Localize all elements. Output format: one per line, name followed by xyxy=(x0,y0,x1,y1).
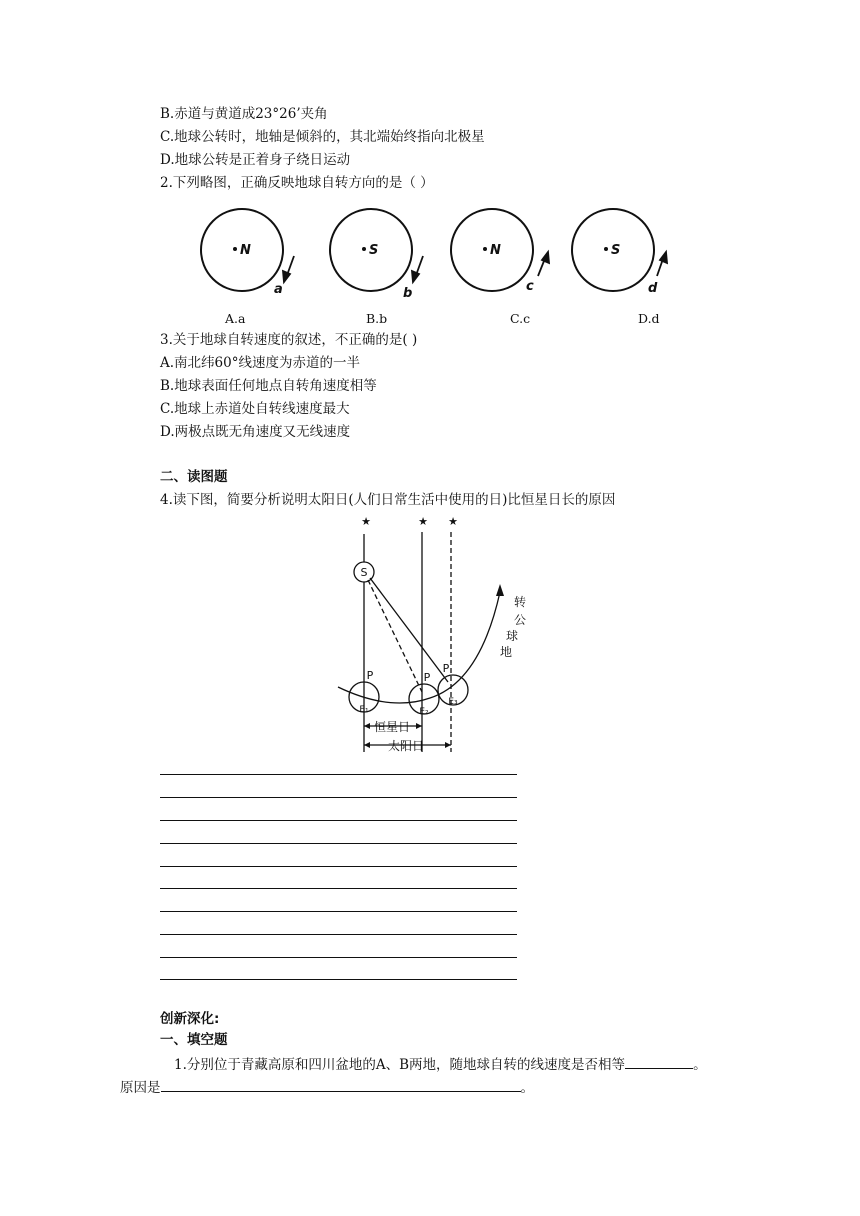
orbit-arrow-icon xyxy=(496,584,504,596)
e2-label: E₂ xyxy=(419,707,429,717)
q2-option-a: A.a xyxy=(225,311,246,326)
sun-label: S xyxy=(360,566,368,579)
q1-option-b: B.赤道与黄道成23°26’夹角 xyxy=(160,106,328,122)
fill-q1-text: 1.分别位于青藏高原和四川盆地的A、B两地，随地球自转的线速度是否相等 xyxy=(174,1057,626,1073)
q4-stem: 4.读下图，简要分析说明太阳日(人们日常生活中使用的日)比恒星日长的原因 xyxy=(160,492,616,508)
pole-label: S xyxy=(611,243,621,258)
q1-option-c: C.地球公转时，地轴是倾斜的，其北端始终指向北极星 xyxy=(160,129,485,145)
p-label: P xyxy=(442,662,450,675)
fill-q1-line2 xyxy=(120,1078,534,1097)
q3-stem: 3.关于地球自转速度的叙述，不正确的是( ) xyxy=(160,332,418,348)
fill-q1-blank[interactable] xyxy=(625,1055,693,1069)
answer-line[interactable] xyxy=(160,866,517,867)
orbit-label: 转 xyxy=(514,595,527,609)
q3-option-b: B.地球表面任何地点自转角速度相等 xyxy=(160,378,377,394)
reason-label: 原因是 xyxy=(120,1080,161,1096)
solar-sidereal-diagram xyxy=(330,512,540,757)
answer-line[interactable] xyxy=(160,888,517,889)
answer-line[interactable] xyxy=(160,979,517,980)
pole-label: N xyxy=(240,243,251,258)
orbit-label: 地 xyxy=(500,645,513,659)
solar-day-label: 太阳日 xyxy=(388,739,425,753)
punct: 。 xyxy=(520,1080,534,1096)
e3-label: E₃ xyxy=(448,697,458,707)
answer-line[interactable] xyxy=(160,820,517,821)
arrow-label: a xyxy=(274,282,283,297)
q2-option-c: C.c xyxy=(510,311,531,326)
sidereal-day-label: 恒星日 xyxy=(374,720,411,734)
orbit-label: 球 xyxy=(506,629,519,643)
answer-line[interactable] xyxy=(160,843,517,844)
section-heading-reading: 二、读图题 xyxy=(160,469,228,485)
fill-q1-line1 xyxy=(174,1055,707,1074)
star-icon: ★ xyxy=(448,515,458,528)
p-label: P xyxy=(423,671,431,684)
q2-option-b: B.b xyxy=(366,311,388,326)
q3-option-c: C.地球上赤道处自转线速度最大 xyxy=(160,401,350,417)
arrow-label: b xyxy=(403,286,413,301)
answer-line[interactable] xyxy=(160,957,517,958)
q2-stem: 2.下列略图，正确反映地球自转方向的是（ ） xyxy=(160,175,434,191)
answer-line[interactable] xyxy=(160,774,517,775)
arrow-label: c xyxy=(526,279,534,294)
pole-label: N xyxy=(490,243,501,258)
e1-label: E₁ xyxy=(359,705,369,715)
fill-in-heading: 一、填空题 xyxy=(160,1032,228,1048)
answer-line[interactable] xyxy=(160,934,517,935)
arrow-label: d xyxy=(648,281,658,296)
q3-option-d: D.两极点既无角速度又无线速度 xyxy=(160,424,351,440)
pole-label: S xyxy=(369,243,379,258)
star-icon: ★ xyxy=(361,515,371,528)
star-icon: ★ xyxy=(418,515,428,528)
p-label: P xyxy=(366,669,374,682)
orbit-label: 公 xyxy=(514,613,527,627)
q2-rotation-figures xyxy=(190,200,680,305)
reason-blank[interactable] xyxy=(161,1078,521,1092)
q2-option-d: D.d xyxy=(638,311,660,326)
punct: 。 xyxy=(693,1057,707,1073)
answer-line[interactable] xyxy=(160,797,517,798)
q3-option-a: A.南北纬60°线速度为赤道的一半 xyxy=(160,355,360,371)
answer-line[interactable] xyxy=(160,911,517,912)
q1-option-d: D.地球公转是正着身子绕日运动 xyxy=(160,152,351,168)
innovation-heading: 创新深化: xyxy=(160,1011,220,1027)
